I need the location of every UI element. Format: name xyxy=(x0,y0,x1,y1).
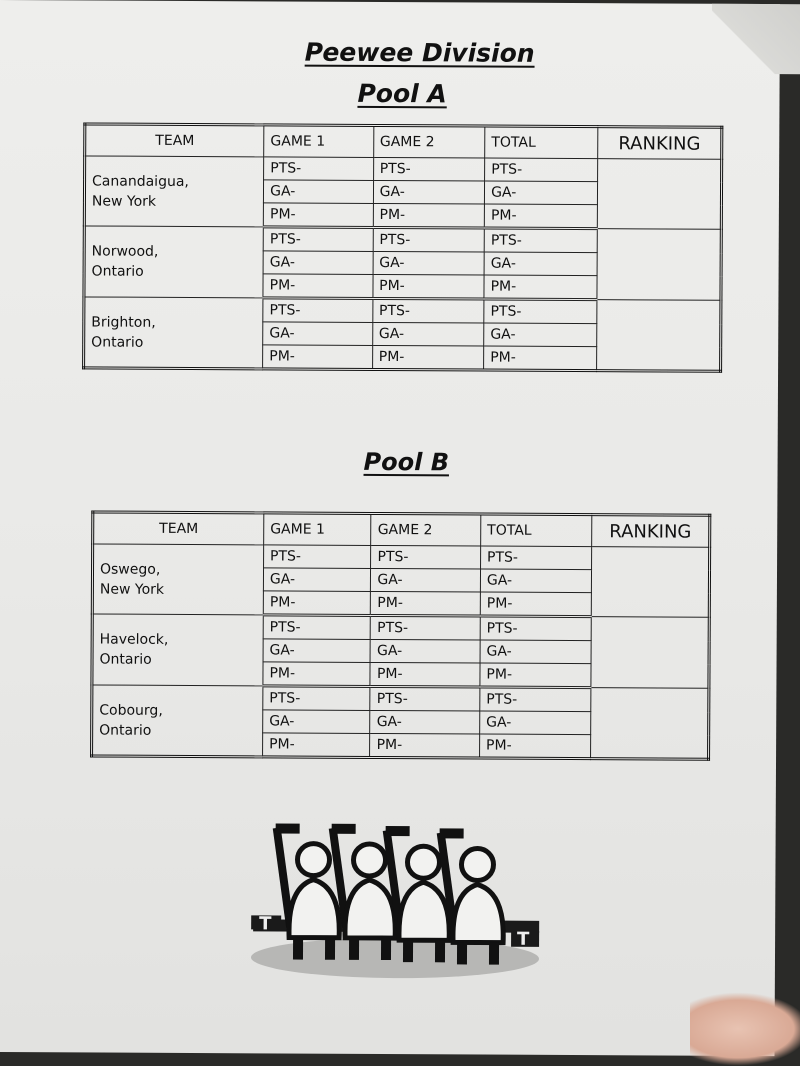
pm-cell[interactable]: PM- xyxy=(484,204,597,229)
pts-cell[interactable]: PTS- xyxy=(263,686,371,711)
team-name: Brighton, xyxy=(91,313,156,331)
team-name: Norwood, xyxy=(91,243,159,260)
pts-cell[interactable]: PTS- xyxy=(264,545,372,569)
ranking-cell[interactable] xyxy=(591,617,709,689)
team-location: Ontario xyxy=(91,333,144,351)
ranking-cell[interactable] xyxy=(598,159,722,230)
division-title: Peewee Division xyxy=(304,37,535,68)
team-location: Ontario xyxy=(91,263,144,280)
ga-cell[interactable]: GA- xyxy=(484,323,597,347)
pts-cell[interactable]: PTS- xyxy=(373,227,485,252)
pts-cell[interactable]: PTS- xyxy=(263,298,373,323)
team-cell xyxy=(84,226,264,298)
pm-cell[interactable]: PM- xyxy=(480,592,591,617)
ga-cell[interactable]: GA- xyxy=(264,180,374,204)
ga-cell[interactable]: GA- xyxy=(372,322,484,346)
ga-cell[interactable]: GA- xyxy=(263,322,373,346)
team-name: Havelock, xyxy=(99,631,169,648)
ga-cell[interactable]: GA- xyxy=(484,252,597,276)
header-row xyxy=(93,512,710,547)
pts-cell[interactable]: PTS- xyxy=(485,158,598,182)
pm-cell[interactable]: PM- xyxy=(484,275,597,300)
pm-cell[interactable]: PM- xyxy=(263,345,373,370)
team-name: Canandaigua, xyxy=(92,172,189,190)
team-name: Oswego, xyxy=(99,561,161,578)
team-location: New York xyxy=(91,192,157,210)
ga-cell[interactable]: GA- xyxy=(373,180,485,204)
pool-b-table xyxy=(90,510,711,760)
ga-cell[interactable]: GA- xyxy=(485,181,598,205)
pool-b-heading: Pool B xyxy=(363,447,450,477)
team-cell xyxy=(92,614,263,686)
ranking-cell[interactable] xyxy=(592,547,710,618)
team-cell xyxy=(84,156,264,227)
pm-cell[interactable]: PM- xyxy=(263,662,371,687)
pm-cell[interactable]: PM- xyxy=(371,591,481,616)
pm-cell[interactable]: PM- xyxy=(263,591,371,616)
ranking-cell[interactable] xyxy=(597,300,721,372)
ga-cell[interactable]: GA- xyxy=(480,711,591,735)
ga-cell[interactable]: GA- xyxy=(373,251,485,275)
team-header: TEAM xyxy=(93,512,264,545)
pts-cell[interactable]: PTS- xyxy=(480,687,591,712)
folded-corner xyxy=(712,4,800,74)
pts-cell[interactable]: PTS- xyxy=(371,615,481,640)
pts-cell[interactable]: PTS- xyxy=(370,686,480,711)
game2-header: GAME 2 xyxy=(373,125,485,158)
ga-cell[interactable]: GA- xyxy=(480,569,591,593)
team-cell xyxy=(92,685,263,757)
pm-cell[interactable]: PM- xyxy=(373,203,485,228)
team-cell xyxy=(92,544,263,615)
pm-cell[interactable]: PM- xyxy=(480,734,591,759)
game2-header: GAME 2 xyxy=(371,513,481,546)
ga-cell[interactable]: GA- xyxy=(371,639,481,663)
ga-cell[interactable]: GA- xyxy=(263,568,371,592)
pm-cell[interactable]: PM- xyxy=(370,733,480,758)
team-location: Ontario xyxy=(99,651,152,668)
pm-cell[interactable]: PM- xyxy=(484,346,597,371)
team-location: Ontario xyxy=(99,722,152,739)
team-header: TEAM xyxy=(85,124,264,157)
game1-header: GAME 1 xyxy=(264,125,374,158)
total-header: TOTAL xyxy=(485,126,598,159)
header-row xyxy=(85,124,722,159)
ranking-header: RANKING xyxy=(592,515,710,548)
pm-cell[interactable]: PM- xyxy=(263,274,373,299)
pool-a-table xyxy=(82,122,723,372)
pts-cell[interactable]: PTS- xyxy=(263,615,371,640)
pts-cell[interactable]: PTS- xyxy=(372,298,484,323)
pm-cell[interactable]: PM- xyxy=(370,662,480,687)
svg-text:T: T xyxy=(259,913,272,935)
ga-cell[interactable]: GA- xyxy=(263,251,373,275)
ranking-header: RANKING xyxy=(598,127,722,160)
total-header: TOTAL xyxy=(481,514,593,547)
svg-text:T: T xyxy=(517,928,530,950)
ga-cell[interactable]: GA- xyxy=(370,710,480,734)
pts-cell[interactable]: PTS- xyxy=(373,157,485,181)
pm-cell[interactable]: PM- xyxy=(263,733,371,758)
team-cell xyxy=(84,297,264,369)
pts-cell[interactable]: PTS- xyxy=(371,545,481,569)
pts-cell[interactable]: PTS- xyxy=(480,616,591,641)
pm-cell[interactable]: PM- xyxy=(372,345,484,370)
ga-cell[interactable]: GA- xyxy=(371,568,481,592)
hockey-players-bench-icon xyxy=(249,819,542,1001)
pts-cell[interactable]: PTS- xyxy=(484,228,597,253)
pts-cell[interactable]: PTS- xyxy=(484,299,597,324)
ga-cell[interactable]: GA- xyxy=(263,710,371,734)
pts-cell[interactable]: PTS- xyxy=(263,227,373,252)
team-location: New York xyxy=(99,581,165,598)
pm-cell[interactable]: PM- xyxy=(480,663,591,688)
ranking-cell[interactable] xyxy=(597,229,721,301)
pts-cell[interactable]: PTS- xyxy=(480,546,591,570)
pm-cell[interactable]: PM- xyxy=(373,274,485,299)
pool-a-heading: Pool A xyxy=(357,78,447,109)
team-name: Cobourg, xyxy=(99,702,163,719)
pts-cell[interactable]: PTS- xyxy=(264,157,374,181)
game1-header: GAME 1 xyxy=(264,513,372,546)
finger-tips xyxy=(690,992,800,1066)
ranking-cell[interactable] xyxy=(591,688,709,760)
ga-cell[interactable]: GA- xyxy=(480,640,591,664)
ga-cell[interactable]: GA- xyxy=(263,639,371,663)
pm-cell[interactable]: PM- xyxy=(263,203,373,228)
